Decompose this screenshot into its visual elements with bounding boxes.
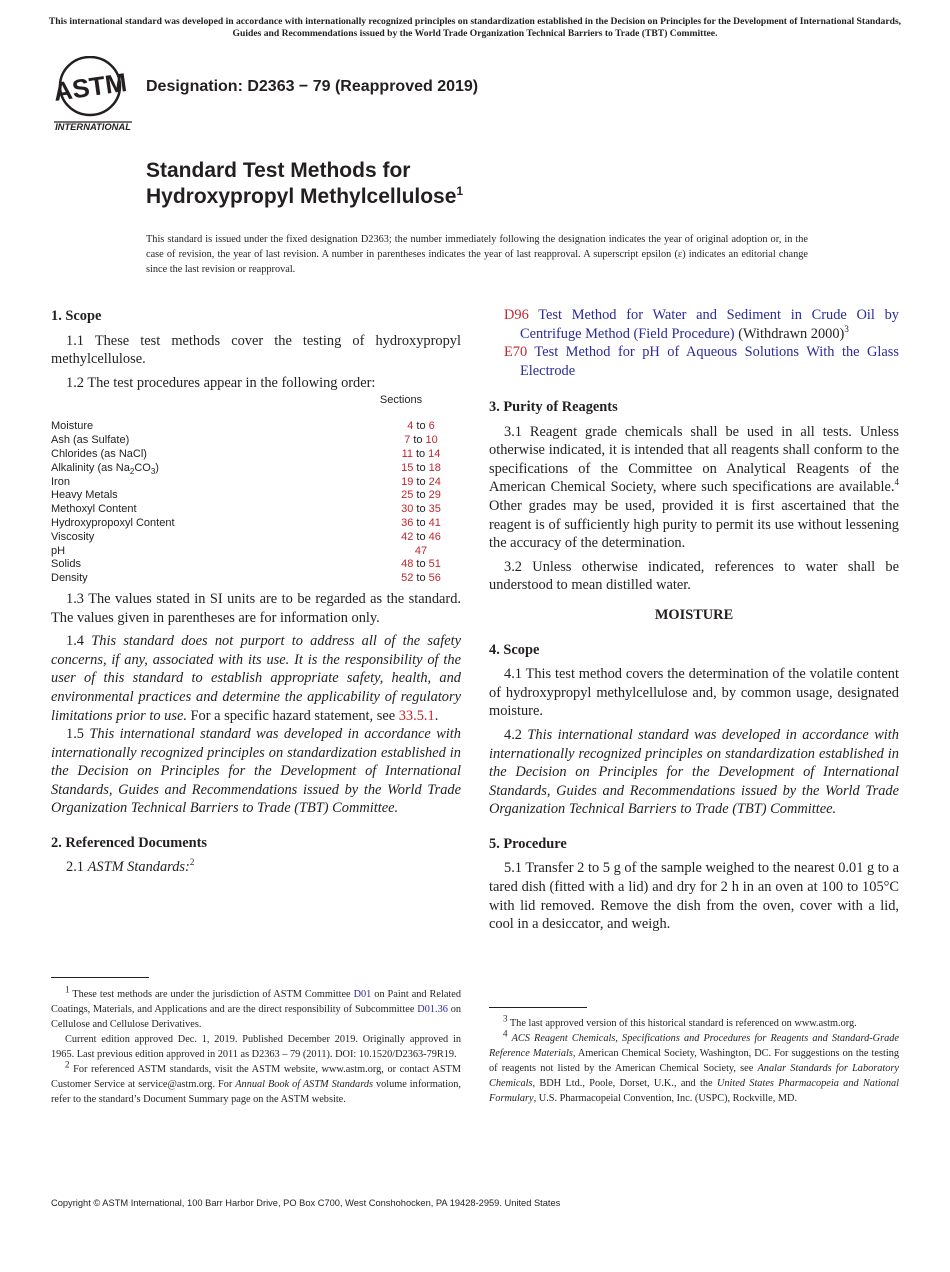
table-row — [51, 545, 461, 559]
title-line-1: Standard Test Methods for — [146, 159, 411, 182]
section-link-from[interactable]: 7 — [404, 434, 411, 447]
table-row — [51, 558, 461, 572]
sections-table-rows — [51, 420, 461, 586]
section-5-heading: 5. Procedure — [489, 835, 567, 852]
table-row — [51, 434, 461, 448]
table-row-sections: 15 to 18 — [401, 461, 441, 474]
table-row — [51, 572, 461, 586]
section-link-to[interactable]: 51 — [428, 558, 441, 571]
astm-logo-icon — [52, 56, 134, 134]
section-2-heading: 2. Referenced Documents — [51, 835, 207, 852]
section-link-from[interactable]: 25 — [401, 489, 414, 502]
section-link-to[interactable]: 46 — [428, 530, 441, 543]
ref-e70-code[interactable]: E70 — [504, 344, 528, 361]
table-row-label: Solids — [51, 558, 81, 571]
section-link-to[interactable]: 24 — [428, 475, 441, 488]
table-row — [51, 448, 461, 462]
ref-d96-code[interactable]: D96 — [504, 307, 529, 323]
section-link-from[interactable]: 11 — [401, 447, 413, 460]
table-row-label: pH — [51, 544, 66, 557]
section-link-from[interactable]: 47 — [414, 544, 428, 557]
ref-e70-link[interactable]: Test Method for pH of Aqueous Solutions With the Glass Electrode — [520, 344, 899, 379]
table-row-label: Viscosity — [51, 530, 95, 543]
section-link-from[interactable]: 19 — [401, 475, 414, 488]
table-row — [51, 489, 461, 503]
ref-list — [505, 306, 899, 380]
ref-d96-link[interactable]: Test Method for Water and Sediment in Crude Oil by Centrifuge Method (Field Procedure) — [520, 307, 899, 342]
footnote-1: $^1$ These test methods are under the jurisdiction of ASTM Committee D01 on Paint and Related Coatings, Materials, and Applications and are the direct responsibility of Subcommittee D01.36 on Cellulose and Cellulose Derivatives. — [51, 984, 461, 1030]
footnote-3: $^3$ The last approved version of this historical standard is referenced on www.astm.org. — [503, 1013, 857, 1029]
table-row-label: Chlorides (as NaCl) — [51, 447, 147, 460]
footnote-4: $^4$ ACS Reagent Chemicals, Specifications and Procedures for Reagents and Standard-Grade Reference Materials, American Chemical Society, Washington, DC. For suggestions on the testing of reagents not listed by the American Chemical Society, see Analar Standards for Laboratory Chemicals, BDH Ltd., Poole, Dorset, U.K., and the United States Pharmacopeia and National Formulary, U.S. Pharmacopeial Convention, Inc. (USPC), Rockville, MD. — [489, 1028, 899, 1104]
footnote-2: $^2$ For referenced ASTM standards, visit the ASTM website, www.astm.org, or contact ASTM Customer Service at service@astm.org. For Annual Book of ASTM Standards volume information, refer to the standard’s Document Summary page on the ASTM website. — [51, 1059, 462, 1105]
header-banner: This international standard was developed in accordance with internationally recognized principles on standardization established in the Decision on Principles for the Development of International Standards, Guides and Recommendations issued by the World Trade Organization Technical Barriers to Trade (TBT) Committee. — [48, 16, 902, 39]
section-link-to[interactable]: 41 — [428, 516, 441, 529]
section-link-from[interactable]: 30 — [401, 503, 414, 516]
table-row — [51, 476, 461, 490]
table-row-sections: 36 to 41 — [401, 516, 441, 529]
section-link-to[interactable]: 35 — [428, 503, 441, 516]
ref-d96: D96 Test Method for Water and Sediment in Crude Oil by Centrifuge Method (Field Procedure) (Withdrawn 2000)$^3$ — [504, 307, 899, 342]
table-row-label: Methoxyl Content — [51, 503, 137, 516]
table-row — [51, 517, 461, 531]
section-link-from[interactable]: 15 — [401, 461, 414, 474]
designation: Designation: D2363 − 79 (Reapproved 2019) — [146, 78, 479, 95]
sections-table — [51, 394, 461, 586]
link-d01-36[interactable]: D01.36 — [417, 1004, 448, 1015]
para-2-1: 2.1 ASTM Standards:$^2$ — [66, 856, 195, 875]
para-4-1: 4.1 This test method covers the determination of the volatile content of hydroxypropyl methylcellulose and, by common usage, designated moisture. — [489, 666, 899, 720]
para-4-2: 4.2 This international standard was developed in accordance with internationally recognized principles on standardization established in the Decision on Principles for the Development of International Standards, Guides and Recommendations issued by the World Trade Organization Technical Barriers to Trade (TBT) Committee. — [489, 726, 899, 818]
copyright-footer: Copyright © ASTM International, 100 Barr Harbor Drive, PO Box C700, West Conshohocken, PA 19428-2959. United States — [51, 1198, 561, 1208]
logo-subtext: INTERNATIONAL — [55, 121, 131, 132]
title-footnote-ref: 1 — [456, 184, 464, 198]
table-row-sections: 52 to 56 — [401, 572, 441, 585]
table-row — [51, 420, 461, 434]
link-d01[interactable]: D01 — [353, 989, 372, 1000]
left-column — [51, 307, 461, 876]
table-row-label: Hydroxypropoxyl Content — [51, 516, 175, 529]
para-1-4: 1.4 This standard does not purport to address all of the safety concerns, if any, associated with its use. It is the responsibility of the user of this standard to establish appropriate safety, health, and environmental practices and determine the applicability of regulatory limitations prior to use. For a specific hazard statement, see 33.5.1. — [51, 633, 461, 724]
table-row-sections: 19 to 24 — [401, 475, 441, 488]
table-row-label: Alkalinity (as $Na_2CO_3$) — [51, 461, 159, 476]
para-1-2: 1.2 The test procedures appear in the following order: — [66, 374, 376, 391]
para-5-1: 5.1 Transfer 2 to 5 g of the sample weighed to the nearest 0.01 g to a tared dish (fitted with a lid) and dry for 2 h in an oven at 100 to 105°C with lid removed. Remove the dish from the oven, cover with a lid, cool in a desiccator, and weigh. — [489, 860, 899, 933]
table-row-sections: 4 to 6 — [407, 420, 435, 433]
para-3-2: 3.2 Unless otherwise indicated, references to water shall be understood to mean distilled water. — [489, 558, 899, 594]
astm-logo — [52, 56, 134, 134]
table-row-sections: 25 to 29 — [401, 489, 441, 502]
footnote-rule-right — [489, 1007, 587, 1008]
section-3-heading: 3. Purity of Reagents — [489, 399, 618, 415]
section-link-from[interactable]: 48 — [401, 558, 414, 571]
moisture-heading: MOISTURE — [654, 606, 734, 623]
ref-e70 — [505, 343, 899, 380]
section-link-to[interactable]: 6 — [428, 420, 435, 433]
link-33-5-1[interactable]: 33.5.1 — [398, 707, 435, 724]
footnotes-right — [489, 1013, 899, 1106]
table-row-sections — [371, 545, 471, 559]
table-row-sections: 42 to 46 — [401, 530, 441, 543]
page-title — [146, 158, 463, 210]
footnote-rule-left — [51, 977, 149, 978]
table-row-label: Heavy Metals — [51, 489, 118, 502]
table-row — [51, 531, 461, 545]
table-row-sections: 11 to 14 — [401, 447, 441, 460]
footnote-1-edition: Current edition approved Dec. 1, 2019. Published December 2019. Originally approved in 1965. Last previous edition approved in 2011 as D2363 – 79 (2011). DOI: 10.1520/D2363-79R19. — [51, 1034, 461, 1060]
section-link-to[interactable]: 18 — [428, 461, 441, 474]
table-row-sections: 7 to 10 — [404, 434, 438, 447]
section-link-to[interactable]: 56 — [428, 572, 441, 585]
para-1-5: 1.5 This international standard was developed in accordance with internationally recognized principles on standardization established in the Decision on Principles for the Development of International Standards, Guides and Recommendations issued by the World Trade Organization Technical Barriers to Trade (TBT) Committee. — [51, 726, 461, 817]
table-row-label: Moisture — [51, 420, 94, 433]
section-link-to[interactable]: 10 — [425, 434, 438, 447]
table-row — [51, 462, 461, 476]
right-column — [489, 398, 899, 934]
section-link-to[interactable]: 29 — [428, 489, 441, 502]
section-link-from[interactable]: 36 — [401, 516, 414, 529]
section-4-heading: 4. Scope — [489, 641, 540, 658]
para-1-3: 1.3 The values stated in SI units are to be regarded as the standard. The values given in parentheses are for information only. — [51, 590, 461, 626]
intro-note: This standard is issued under the fixed designation D2363; the number immediately following the designation indicates the year of original adoption or, in the case of revision, the year of last revision. A number in parentheses indicates the year of last reapproval. A superscript epsilon (ε) indicates an editorial change since the last revision or reapproval. — [146, 234, 808, 276]
sections-header: Sections — [379, 394, 423, 407]
table-row-sections: 30 to 35 — [401, 503, 441, 516]
para-3-1: 3.1 Reagent grade chemicals shall be used in all tests. Unless otherwise indicated, it is intended that all reagents shall conform to the specifications of the Committee on Analytical Reagents of the American Chemical Society, where such specifications are available.$^4$ Other grades may be used, provided it is first ascertained that the reagent is of sufficiently high purity to permit its use without lessening the accuracy of the determination. — [489, 423, 899, 552]
table-row — [51, 503, 461, 517]
logo-text: ASTM — [52, 67, 129, 107]
footnotes-left — [51, 984, 462, 1107]
table-row-label: Ash (as Sulfate) — [51, 434, 130, 447]
para-1-1: 1.1 These test methods cover the testing of hydroxypropyl methylcellulose. — [51, 332, 461, 368]
section-1-heading: 1. Scope — [51, 308, 102, 324]
section-link-from[interactable]: 42 — [401, 530, 414, 543]
section-link-from[interactable]: 4 — [407, 420, 414, 433]
table-row-label: Density — [51, 572, 88, 585]
table-row-sections: 48 to 51 — [401, 558, 441, 571]
section-link-from[interactable]: 52 — [401, 572, 414, 585]
table-row-label: Iron — [51, 475, 70, 488]
section-link-to[interactable]: 14 — [428, 447, 441, 460]
title-line-2: Hydroxypropyl Methylcellulose$^1$ — [146, 184, 464, 208]
